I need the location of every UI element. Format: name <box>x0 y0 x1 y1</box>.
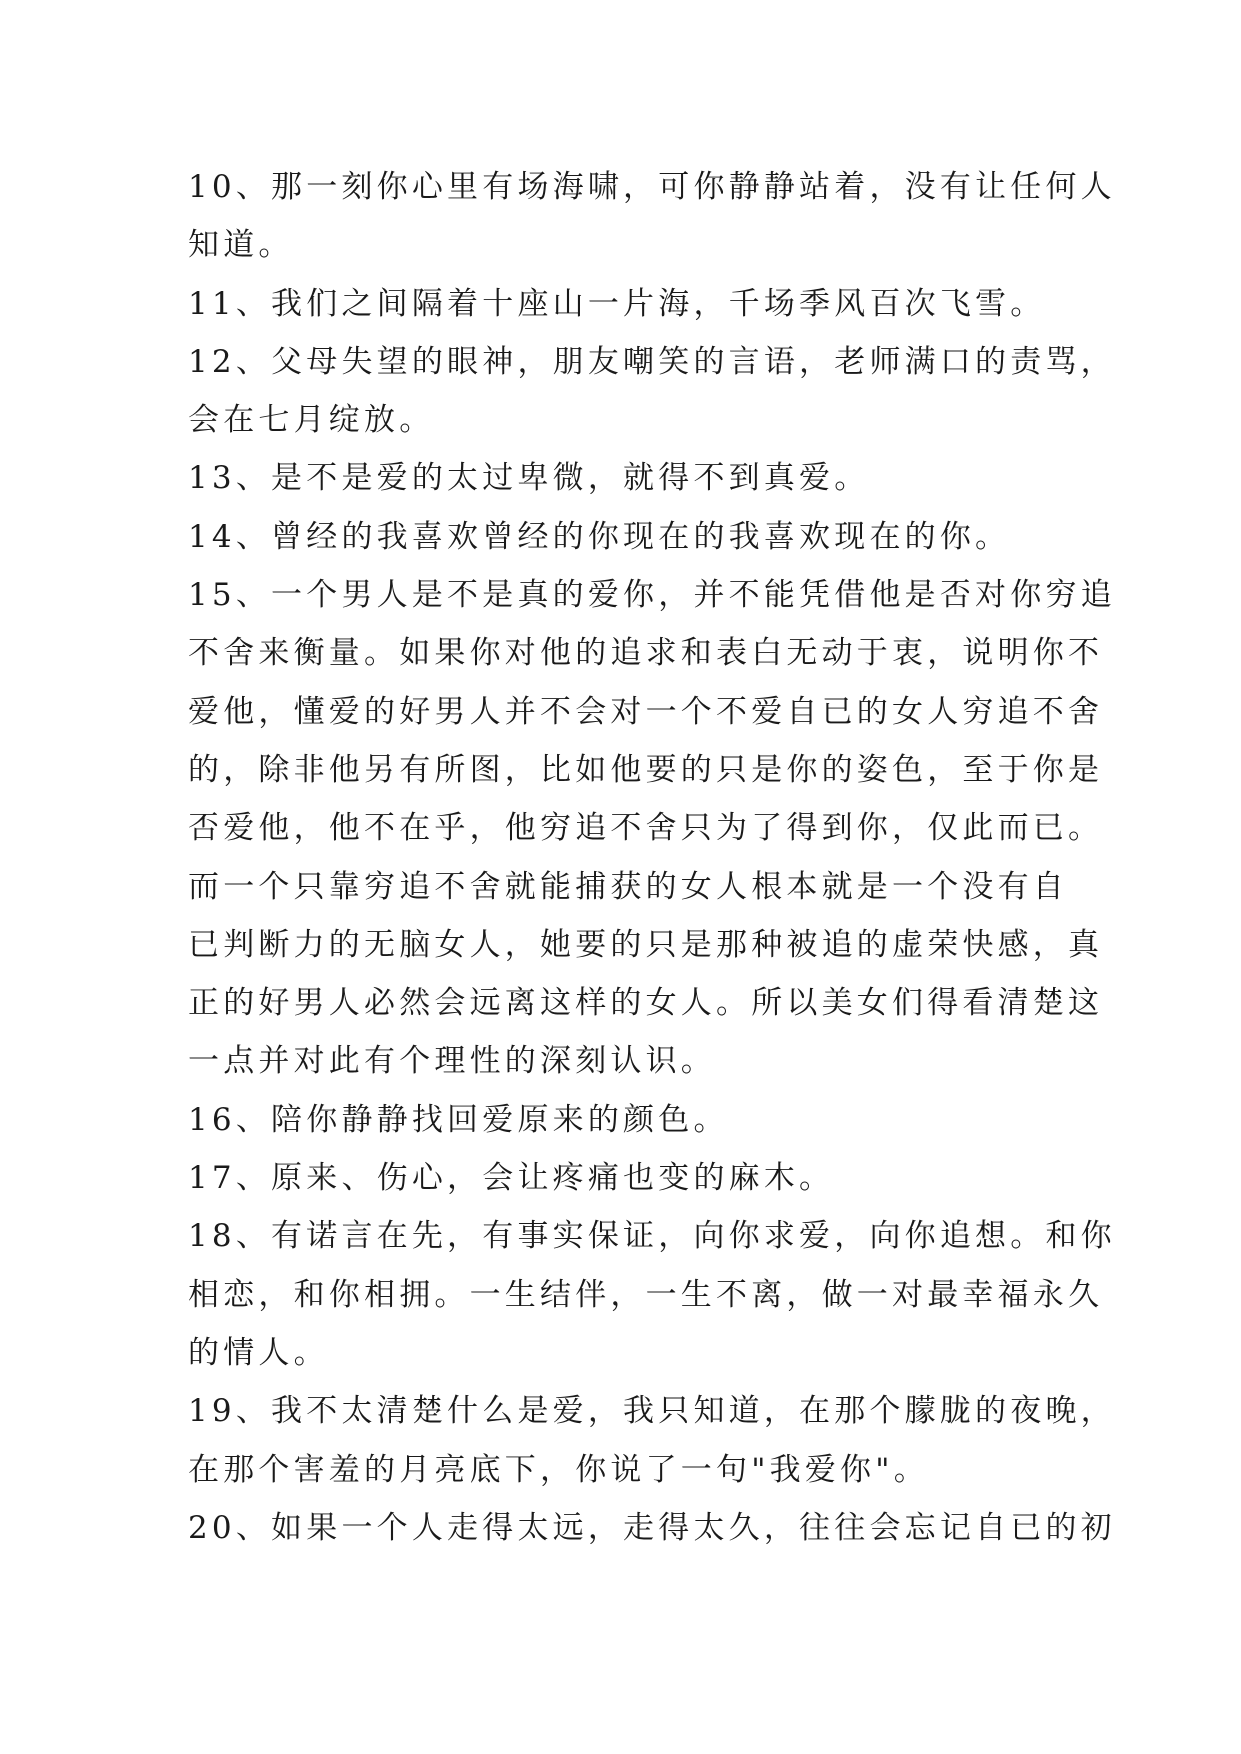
text-line: 正的好男人必然会远离这样的女人。所以美女们得看清楚这 <box>188 985 1104 1022</box>
text-line: 15、一个男人是不是真的爱你，并不能凭借他是否对你穷追 <box>188 577 1116 614</box>
text-line: 13、是不是爱的太过卑微，就得不到真爱。 <box>188 460 870 497</box>
text-line: 而一个只靠穷追不舍就能捕获的女人根本就是一个没有自 <box>188 868 1068 905</box>
document-body <box>188 158 1116 1557</box>
text-line: 18、有诺言在先，有事实保证，向你求爱，向你追想。和你 <box>188 1218 1116 1255</box>
text-line: 知道。 <box>188 227 294 264</box>
text-line: 的，除非他另有所图，比如他要的只是你的姿色，至于你是 <box>188 751 1104 788</box>
text-line: 14、曾经的我喜欢曾经的你现在的我喜欢现在的你。 <box>188 518 1011 555</box>
text-line: 17、原来、伤心，会让疼痛也变的麻木。 <box>188 1160 835 1197</box>
text-line: 一点并对此有个理性的深刻认识。 <box>188 1043 716 1080</box>
text-line: 16、陪你静静找回爱原来的颜色。 <box>188 1101 729 1138</box>
text-line: 相恋，和你相拥。一生结伴，一生不离，做一对最幸福永久 <box>188 1276 1104 1313</box>
text-line: 的情人。 <box>188 1334 329 1371</box>
text-line: 会在七月绽放。 <box>188 402 435 439</box>
text-line: 已判断力的无脑女人，她要的只是那种被追的虚荣快感，真 <box>188 926 1104 963</box>
text-line: 11、我们之间隔着十座山一片海，千场季风百次飞雪。 <box>188 285 1046 322</box>
text-line: 不舍来衡量。如果你对他的追求和表白无动于衷，说明你不 <box>188 635 1104 672</box>
text-line: 19、我不太清楚什么是爱，我只知道，在那个朦胧的夜晚， <box>188 1393 1116 1430</box>
text-line: 否爱他，他不在乎，他穷追不舍只为了得到你，仅此而已。 <box>188 810 1104 847</box>
text-line: 在那个害羞的月亮底下，你说了一句"我爱你"。 <box>188 1451 929 1488</box>
text-line: 爱他，懂爱的好男人并不会对一个不爱自已的女人穷追不舍 <box>188 693 1104 730</box>
text-line: 12、父母失望的眼神，朋友嘲笑的言语，老师满口的责骂， <box>188 343 1116 380</box>
text-line: 20、如果一个人走得太远，走得太久，往往会忘记自已的初 <box>188 1509 1116 1546</box>
text-line: 10、那一刻你心里有场海啸，可你静静站着，没有让任何人 <box>188 169 1116 205</box>
